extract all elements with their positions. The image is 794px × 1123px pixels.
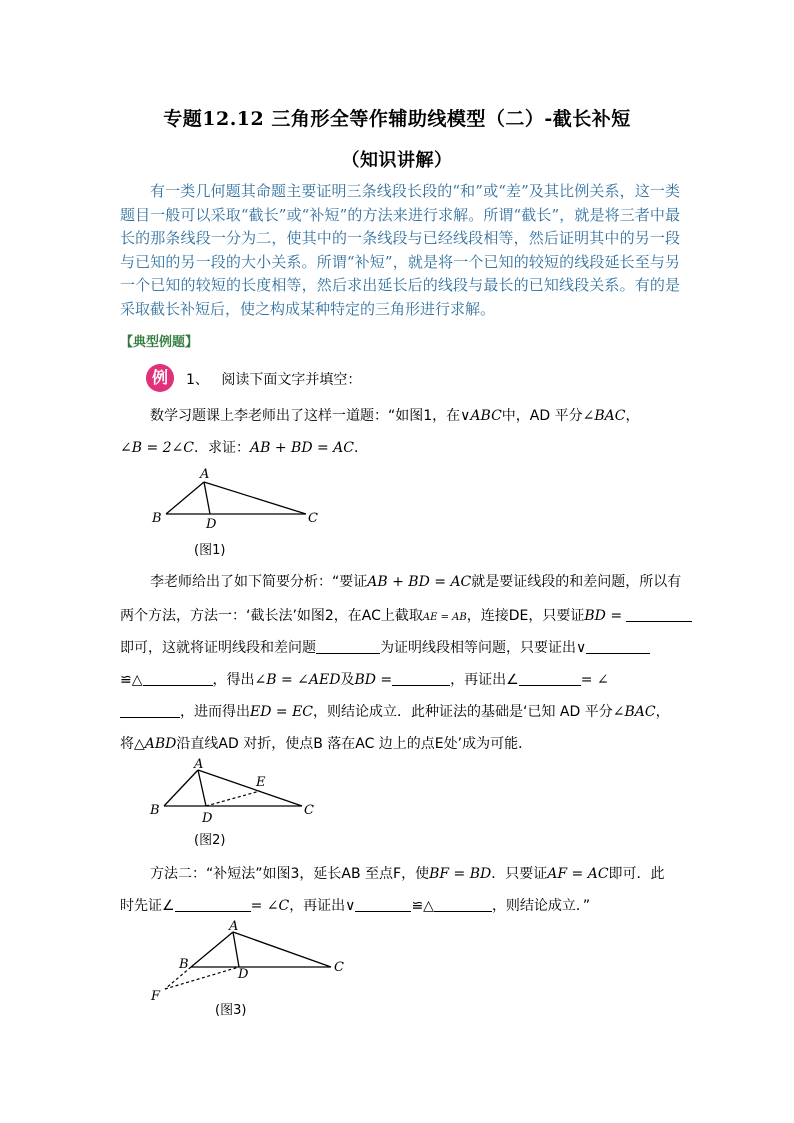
answer-blank-10[interactable] xyxy=(434,897,492,912)
fig2-segment-de-dashed xyxy=(206,791,260,806)
text-line-3 xyxy=(150,571,681,591)
math-expr: BF = BD xyxy=(429,866,492,882)
example-prompt-line xyxy=(186,369,361,389)
answer-blank-2[interactable] xyxy=(316,639,380,654)
text-line-4 xyxy=(120,605,692,625)
math-expr: ∠B = 2∠C xyxy=(120,440,194,456)
fig3-segment-ac xyxy=(233,932,331,967)
text-segment: 中，AD 平分 xyxy=(501,408,583,424)
math-expr: ∨ABC xyxy=(460,408,502,424)
section-label: 【典型例题】 xyxy=(120,335,199,350)
figure-1-caption: (图1) xyxy=(194,543,226,558)
text-segment: 两个方法，方法一：‘截长法’如图2，在AC上截取 xyxy=(120,608,423,624)
answer-blank-3[interactable] xyxy=(586,639,650,654)
figure-2-diagram xyxy=(148,756,328,828)
text-segment: 为证明线段相等问题，只要证出∨ xyxy=(380,640,587,656)
example-badge: 例 xyxy=(146,364,174,392)
math-expr: = ∠ xyxy=(580,672,609,688)
fig1-label-a: A xyxy=(200,467,210,482)
text-line-10 xyxy=(120,895,590,915)
answer-blank-9[interactable] xyxy=(355,897,411,912)
math-expr: AB + BD = AC xyxy=(367,574,472,590)
text-segment: ， xyxy=(655,704,670,720)
fig3-label-d: D xyxy=(238,967,249,982)
text-segment: ，再证出∨ xyxy=(289,898,356,914)
example-prompt: 阅读下面文字并填空： xyxy=(221,372,362,388)
answer-blank-8[interactable] xyxy=(175,897,251,912)
text-segment: ， xyxy=(625,408,640,424)
text-segment: ，进而得出 xyxy=(180,704,250,720)
fig3-segment-fd-dashed xyxy=(165,967,239,989)
fig2-label-e: E xyxy=(256,775,266,790)
fig2-segment-ac xyxy=(198,770,302,806)
math-expr: ∠BAC xyxy=(582,408,626,424)
text-segment: 李老师给出了如下简要分析：“要证 xyxy=(150,574,368,590)
answer-blank-6[interactable] xyxy=(519,671,581,686)
text-segment: 方法二：“补短法”如图3，延长AB 至点F，使 xyxy=(150,866,430,882)
fig1-segment-ab xyxy=(166,482,204,514)
text-segment: ，得出 xyxy=(212,672,255,688)
fig2-label-d: D xyxy=(202,811,213,826)
math-expr: ∠B = ∠AED xyxy=(254,672,341,688)
fig2-segment-ab xyxy=(164,770,198,806)
text-line-5 xyxy=(120,637,650,657)
math-expr: BD = xyxy=(584,608,623,624)
text-segment: 就是要证线段的和差问题，所以有 xyxy=(471,574,682,590)
answer-blank-5[interactable] xyxy=(392,671,450,686)
text-segment: ≌△ xyxy=(411,898,434,914)
text-line-8 xyxy=(120,733,532,753)
text-segment: ，再证出∠ xyxy=(450,672,519,688)
text-segment: ≌△ xyxy=(120,672,143,688)
page-title: 专题12.12 三角形全等作辅助线模型（二）-截长补短 xyxy=(163,108,631,130)
text-segment: 时先证∠ xyxy=(120,898,175,914)
intro-paragraph: 有一类几何题其命题主要证明三条线段长段的“和”或“差”及其比例关系，这一类题目一般可以采取“截长”或“补短”的方法来进行求解。所谓“截长”，就是将三者中最长的那条线段一分为二，使其中的一条线段与已经线段相等，然后证明其中的另一段与已知的另一段的大小关系。所谓“补短”，就是将一个已知的较短的线段延长至与另一个已知的较短的长度相等，然后求出延长后的线段与最长的已知线段关系。有的是采取截长补短后，使之构成某种特定的三角形进行求解。 xyxy=(120,182,680,318)
text-segment: ，则结论成立．此种证法的基础是‘已知 AD 平分 xyxy=(313,704,613,720)
math-expr: ∠BAC xyxy=(612,704,656,720)
figure-1-diagram xyxy=(148,462,328,532)
math-expr: AE = AB xyxy=(422,612,467,623)
fig2-segment-ad xyxy=(198,770,206,806)
fig3-segment-ab xyxy=(191,932,233,967)
text-segment: 沿直线AD 对折，使点B 落在AC 边上的点E处’成为可能． xyxy=(176,736,533,752)
text-line-2 xyxy=(120,437,368,457)
math-expr: BD = xyxy=(354,672,393,688)
fig1-segment-ac xyxy=(204,482,306,514)
text-segment: ．求证： xyxy=(194,440,250,456)
math-expr: AB + BD = AC xyxy=(250,440,354,456)
fig3-label-f: F xyxy=(151,989,161,1004)
answer-blank-4[interactable] xyxy=(143,671,213,686)
math-expr: = ∠C xyxy=(250,898,290,914)
text-segment: 将 xyxy=(120,736,134,752)
figure-2-caption: (图2) xyxy=(194,833,226,848)
text-segment: ，则结论成立．” xyxy=(491,898,591,914)
fig2-label-b: B xyxy=(150,803,160,818)
math-expr: AF = AC xyxy=(547,866,609,882)
fig3-label-a: A xyxy=(229,919,239,934)
text-segment: 即可，这就将证明线段和差问题 xyxy=(120,640,316,656)
math-expr: △ABD xyxy=(134,736,177,752)
text-segment: 即可．此 xyxy=(608,866,665,882)
page-subtitle: （知识讲解） xyxy=(341,150,453,171)
text-line-7 xyxy=(120,701,670,721)
math-expr: ED = EC xyxy=(250,704,314,720)
fig1-segment-ad xyxy=(204,482,210,514)
text-segment: 数学习题课上李老师出了这样一道题：“如图1，在 xyxy=(150,408,461,424)
example-number: 1、 xyxy=(186,372,209,388)
figure-3-caption: (图3) xyxy=(215,1003,247,1018)
text-line-6 xyxy=(120,669,609,689)
fig1-label-b: B xyxy=(152,511,162,526)
fig3-label-c: C xyxy=(334,960,344,975)
text-segment: ，连接DE，只要证 xyxy=(466,608,585,624)
fig3-label-b: B xyxy=(179,957,189,972)
fig1-label-d: D xyxy=(206,517,217,532)
fig3-segment-ad xyxy=(233,932,239,967)
text-line-9 xyxy=(150,863,665,883)
answer-blank-7[interactable] xyxy=(120,703,180,718)
figure-3-diagram xyxy=(145,916,355,1008)
fig2-label-a: A xyxy=(194,757,204,772)
text-line-1 xyxy=(150,405,639,425)
fig1-label-c: C xyxy=(308,511,318,526)
answer-blank-1[interactable] xyxy=(626,607,692,622)
text-segment: ． xyxy=(354,440,368,456)
text-segment: 及 xyxy=(340,672,355,688)
fig2-label-c: C xyxy=(304,803,314,818)
text-segment: ．只要证 xyxy=(491,866,548,882)
